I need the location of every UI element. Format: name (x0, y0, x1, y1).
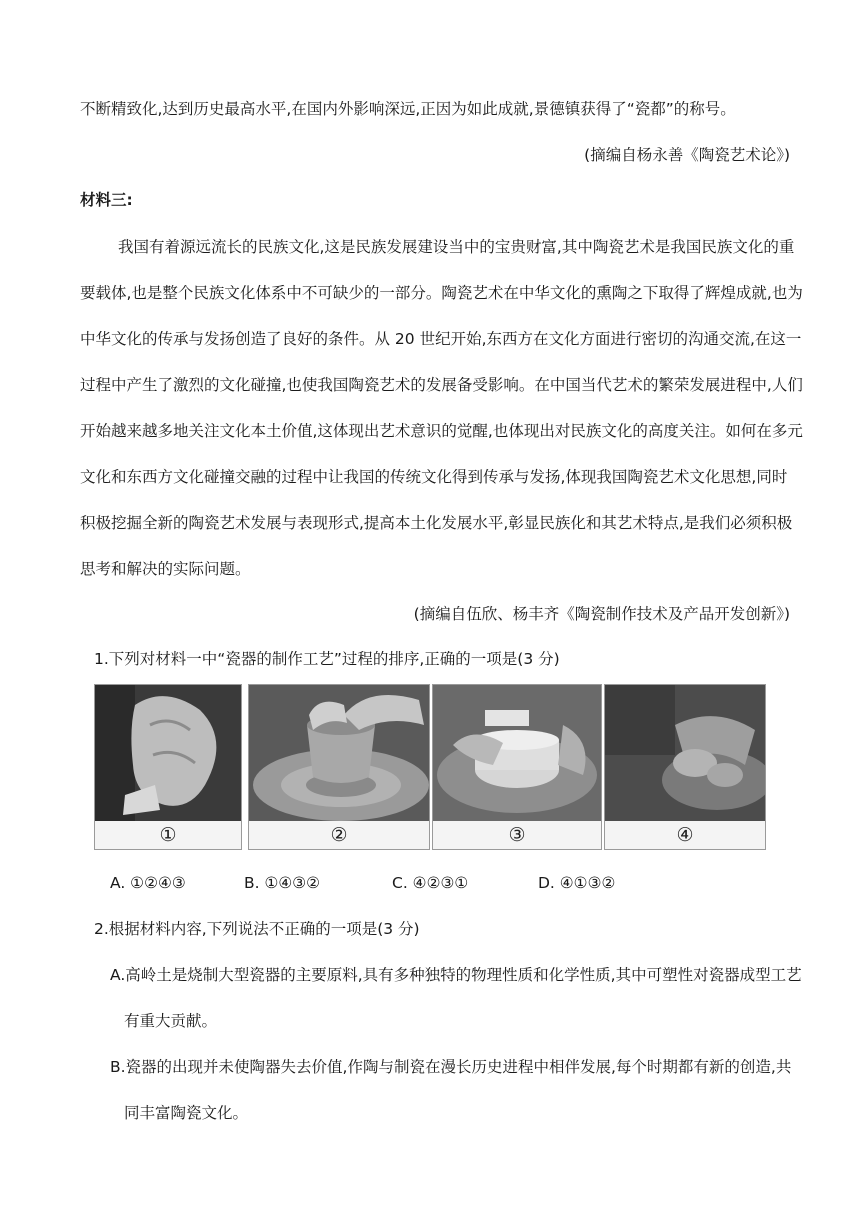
passage-line: 要载体,也是整个民族文化体系中不可缺少的一部分。陶瓷艺术在中华文化的熏陶之下取得了辉煌成就,也为 (80, 284, 803, 302)
passage-line: 开始越来越多地关注文化本土价值,这体现出艺术意识的觉醒,也体现出对民族文化的高度关注。如何在多元 (80, 422, 803, 440)
answer-option-d[interactable]: D. ④①③② (538, 874, 616, 892)
photo-3 (432, 684, 602, 850)
passage-line: 不断精致化,达到历史最高水平,在国内外影响深远,正因为如此成就,景德镇获得了“瓷都”的称号。 (80, 100, 736, 118)
passage-line: 文化和东西方文化碰撞交融的过程中让我国的传统文化得到传承与发扬,体现我国陶瓷艺术文化思想,同时 (80, 468, 788, 486)
photo-label: ③ (508, 824, 526, 846)
photo-label: ④ (676, 824, 694, 846)
trimming-photo (433, 685, 601, 821)
vase-photo (95, 685, 241, 821)
answer-option-b[interactable]: B. ①④③② (244, 874, 321, 892)
photo-label: ② (330, 824, 348, 846)
passage-line: 思考和解决的实际问题。 (80, 560, 251, 578)
photo-1 (94, 684, 242, 850)
answer-option-b-continued: 同丰富陶瓷文化。 (124, 1104, 249, 1122)
source-citation: (摘编自杨永善《陶瓷艺术论》) (584, 146, 790, 164)
photo-label: ① (159, 824, 177, 846)
passage-line: 过程中产生了激烈的文化碰撞,也使我国陶瓷艺术的发展备受影响。在中国当代艺术的繁荣发展进程中,人们 (80, 376, 803, 394)
kneading-photo (605, 685, 765, 821)
photo-4 (604, 684, 766, 850)
question-stem: 1.下列对材料一中“瓷器的制作工艺”过程的排序,正确的一项是(3 分) (94, 650, 560, 668)
answer-option-a-continued: 有重大贡献。 (124, 1012, 218, 1030)
passage-line: 中华文化的传承与发扬创造了良好的条件。从 20 世纪开始,东西方在文化方面进行密切的沟通交流,在这一 (80, 330, 802, 348)
pottery-wheel-photo (249, 685, 429, 821)
source-citation: (摘编自伍欣、杨丰齐《陶瓷制作技术及产品开发创新》) (413, 605, 790, 623)
answer-option-a[interactable]: A. ①②④③ (110, 874, 186, 892)
answer-option-b[interactable]: B.瓷器的出现并未使陶器失去价值,作陶与制瓷在漫长历史进程中相伴发展,每个时期都有新的创造,共 (110, 1058, 792, 1076)
passage-line: 积极挖掘全新的陶瓷艺术发展与表现形式,提高本土化发展水平,彰显民族化和其艺术特点,是我们必须积极 (80, 514, 793, 532)
answer-option-c[interactable]: C. ④②③① (392, 874, 469, 892)
passage-line: 我国有着源远流长的民族文化,这是民族发展建设当中的宝贵财富,其中陶瓷艺术是我国民族文化的重 (118, 238, 795, 256)
photo-strip (94, 684, 766, 850)
answer-option-a[interactable]: A.高岭土是烧制大型瓷器的主要原料,具有多种独特的物理性质和化学性质,其中可塑性对瓷器成型工艺 (110, 966, 802, 984)
question-stem: 2.根据材料内容,下列说法不正确的一项是(3 分) (94, 920, 420, 938)
section-heading: 材料三: (80, 191, 133, 209)
photo-2 (248, 684, 430, 850)
